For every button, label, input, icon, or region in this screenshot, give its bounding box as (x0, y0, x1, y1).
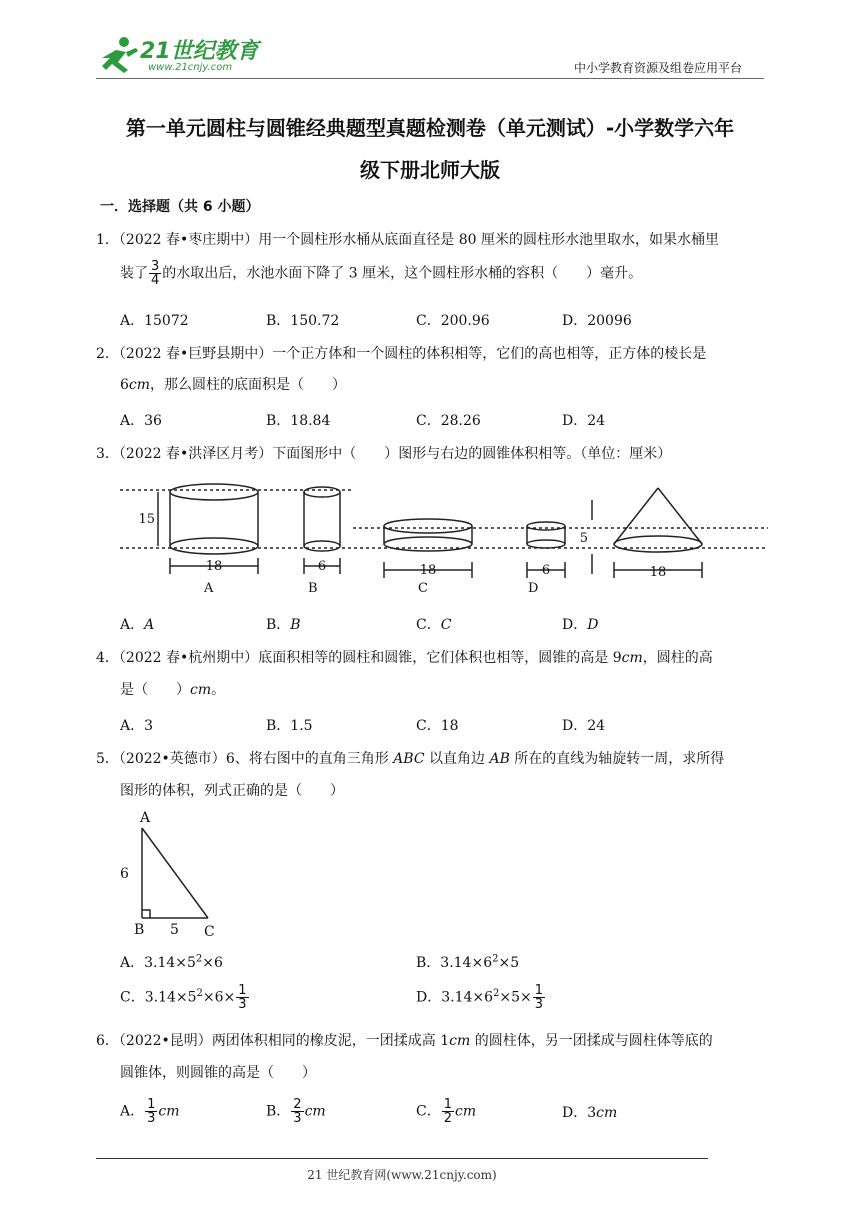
option-d[interactable]: D．24 (562, 413, 606, 429)
axis-name: AB (489, 751, 510, 767)
fraction-denominator: 3 (147, 1111, 156, 1126)
question-text: 的圆柱体，另一团揉成与圆柱体等底的 (470, 1033, 713, 1049)
unit: cm (621, 650, 643, 666)
section-heading: 一．选择题（共 6 小题） (100, 199, 260, 215)
dim-label: 15 (138, 512, 155, 527)
option-label: D． (562, 1105, 588, 1121)
fraction-denominator: 3 (293, 1111, 302, 1126)
option-c[interactable]: C．18 (416, 718, 459, 734)
fraction-denominator: 2 (443, 1111, 452, 1126)
question-5-line2: 图形的体积，列式正确的是（ ） (120, 783, 344, 799)
fraction-numerator: 1 (534, 983, 544, 998)
fraction-denominator: 3 (238, 997, 247, 1012)
option-b[interactable] (416, 952, 519, 972)
question-text: 一个正方体和一个圆柱的体积相等，它们的高也相等，正方体的棱长是 (272, 346, 707, 362)
option-label: C． (416, 1103, 441, 1120)
question-2 (96, 343, 766, 365)
unit: cm (455, 1103, 477, 1120)
question-6 (96, 1030, 766, 1052)
option-d[interactable]: D．20096 (562, 313, 632, 329)
right-triangle-figure (116, 806, 226, 942)
question-source: （2022 春•洪泽区月考） (118, 446, 273, 462)
option-text: ×6× (202, 989, 236, 1006)
option-text: ×6 (202, 955, 223, 971)
option-value: D (587, 617, 599, 633)
question-5 (96, 748, 766, 770)
option-a[interactable] (120, 1098, 180, 1125)
vertex-label: A (140, 810, 151, 826)
question-text: 下面图形中（ ）图形与右边的圆锥体积相等。（单位：厘米） (272, 446, 672, 462)
option-text: A．3.14×5 (120, 955, 196, 971)
option-b[interactable]: B．1.5 (266, 718, 313, 734)
exponent: 2 (493, 987, 500, 999)
fraction-numerator: 2 (293, 1097, 302, 1112)
option-value: C (440, 617, 452, 633)
question-source: （2022 春•杭州期中） (118, 650, 259, 666)
question-number: 6． (96, 1033, 119, 1049)
vertex-label: B (134, 922, 145, 938)
option-text: B．3.14×6 (416, 955, 493, 971)
question-text: 底面积相等的圆柱和圆锥，它们体积也相等，圆锥的高是 9 (258, 650, 622, 666)
dim-label: 18 (205, 559, 223, 574)
fraction-numerator: 1 (238, 983, 247, 998)
fraction-numerator: 1 (443, 1097, 452, 1112)
question-source: （2022•英德市） (118, 751, 226, 767)
question-3 (96, 443, 766, 465)
fraction (291, 1098, 303, 1125)
question-1 (96, 229, 766, 251)
question-1-line2 (120, 260, 790, 287)
fraction (442, 1098, 454, 1125)
fraction (533, 984, 545, 1011)
page-title-line1: 第一单元圆柱与圆锥经典题型真题检测卷（单元测试）-小学数学六年 (125, 116, 735, 140)
question-text: 两团体积相同的橡皮泥，一团揉成高 1 (211, 1033, 450, 1049)
dim-label: 5 (579, 531, 588, 546)
option-a[interactable] (120, 952, 223, 972)
question-source: （2022•昆明） (118, 1033, 212, 1049)
question-number: 2． (96, 346, 119, 362)
option-d[interactable] (416, 984, 546, 1011)
question-6-line2: 圆锥体，则圆锥的高是（ ） (120, 1065, 316, 1081)
dim-label: 18 (649, 565, 667, 580)
fraction (145, 1098, 157, 1125)
unit: cm (304, 1103, 326, 1120)
exponent: 2 (195, 953, 203, 965)
option-a[interactable]: A．36 (120, 413, 162, 429)
figure-label: A (204, 581, 214, 596)
question-text: 用一个圆柱形水桶从底面直径是 80 厘米的圆柱形水池里取水，如果水桶里 (258, 232, 719, 248)
dim-label: 6 (541, 563, 551, 578)
logo-text: 21世纪教育 (140, 39, 259, 64)
option-label: C． (416, 617, 441, 633)
runner-logo-icon (96, 36, 140, 76)
unit: cm (128, 377, 151, 393)
fraction-denominator: 4 (151, 273, 160, 288)
footer-divider (96, 1158, 708, 1159)
option-b[interactable] (266, 614, 301, 634)
unit: cm (158, 1103, 180, 1120)
triangle-name: ABC (393, 751, 425, 767)
option-d[interactable] (562, 614, 598, 634)
question-text: 6 (120, 377, 129, 393)
option-a[interactable]: A．3 (120, 718, 154, 734)
fraction (149, 260, 161, 287)
option-c[interactable] (416, 1098, 476, 1125)
fraction-numerator: 3 (151, 259, 160, 274)
option-text: D．3.14×6 (416, 989, 494, 1006)
page-title-line2: 级下册北师大版 (360, 158, 500, 182)
figure-label: D (528, 581, 539, 596)
dim-label: 6 (317, 559, 327, 574)
logo-url: www.21cnjy.com (148, 62, 233, 73)
vertex-label: C (204, 924, 215, 940)
option-c[interactable] (120, 984, 250, 1011)
option-b[interactable] (266, 1098, 326, 1125)
option-value: 3 (587, 1105, 597, 1121)
question-text: 装了 (120, 265, 148, 282)
question-text: ，那么圆柱的底面积是（ ） (150, 377, 347, 393)
option-a[interactable] (120, 614, 154, 634)
question-text: 的水取出后，水池水面下降了 3 厘米，这个圆柱形水桶的容积（ ）毫升。 (162, 265, 643, 282)
header-divider (96, 78, 764, 79)
question-2-line2 (120, 374, 790, 396)
option-c[interactable] (416, 614, 451, 634)
option-c[interactable]: C．28.26 (416, 413, 481, 429)
side-label: 5 (170, 922, 179, 938)
figure-label: C (418, 581, 428, 596)
question-text: ，圆柱的高 (642, 650, 713, 666)
question-text: 6、将右图中的直角三角形 (225, 751, 394, 767)
unit: cm (190, 682, 212, 698)
question-number: 1． (96, 232, 119, 248)
exponent: 2 (492, 953, 499, 965)
dim-label: 18 (419, 563, 437, 578)
option-a[interactable]: A．15072 (120, 313, 189, 329)
platform-name: 中小学教育资源及组卷应用平台 (574, 61, 743, 75)
question-source: （2022 春•巨野县期中） (118, 346, 273, 362)
question-text: 以直角边 (424, 751, 490, 767)
option-value: B (290, 617, 301, 633)
option-b[interactable]: B．18.84 (266, 413, 331, 429)
question-source: （2022 春•枣庄期中） (118, 232, 259, 248)
option-label: B． (266, 1103, 291, 1120)
question-text: 所在的直线为轴旋转一周，求所得 (509, 751, 725, 767)
question-4 (96, 647, 766, 669)
option-text: ×5× (499, 989, 532, 1006)
logo (96, 34, 266, 78)
option-b[interactable]: B．150.72 (266, 313, 340, 329)
question-number: 5． (96, 751, 119, 767)
fraction (236, 984, 248, 1011)
question-number: 3． (96, 446, 119, 462)
question-text: 。 (211, 682, 226, 698)
option-d[interactable] (562, 1102, 617, 1122)
option-label: A． (120, 617, 145, 633)
question-text: 是（ ） (120, 682, 190, 698)
fraction-numerator: 1 (147, 1097, 156, 1112)
figure-label: B (308, 581, 318, 596)
option-label: A． (120, 1103, 145, 1120)
option-text: C．3.14×5 (120, 989, 197, 1006)
side-label: 6 (120, 866, 129, 882)
option-value: A (144, 617, 155, 633)
option-d[interactable]: D．24 (562, 718, 606, 734)
option-label: B． (266, 617, 291, 633)
unit: cm (449, 1033, 471, 1049)
unit: cm (596, 1105, 618, 1121)
footer-text[interactable]: 21 世纪教育网(www.21cnjy.com) (307, 1168, 497, 1182)
question-4-line2 (120, 679, 790, 701)
fraction-denominator: 3 (534, 997, 544, 1012)
option-label: D． (562, 617, 588, 633)
option-c[interactable]: C．200.96 (416, 313, 490, 329)
cylinders-cone-figure (118, 478, 768, 598)
option-text: ×5 (498, 955, 520, 971)
exponent: 2 (196, 987, 203, 999)
question-number: 4． (96, 650, 119, 666)
